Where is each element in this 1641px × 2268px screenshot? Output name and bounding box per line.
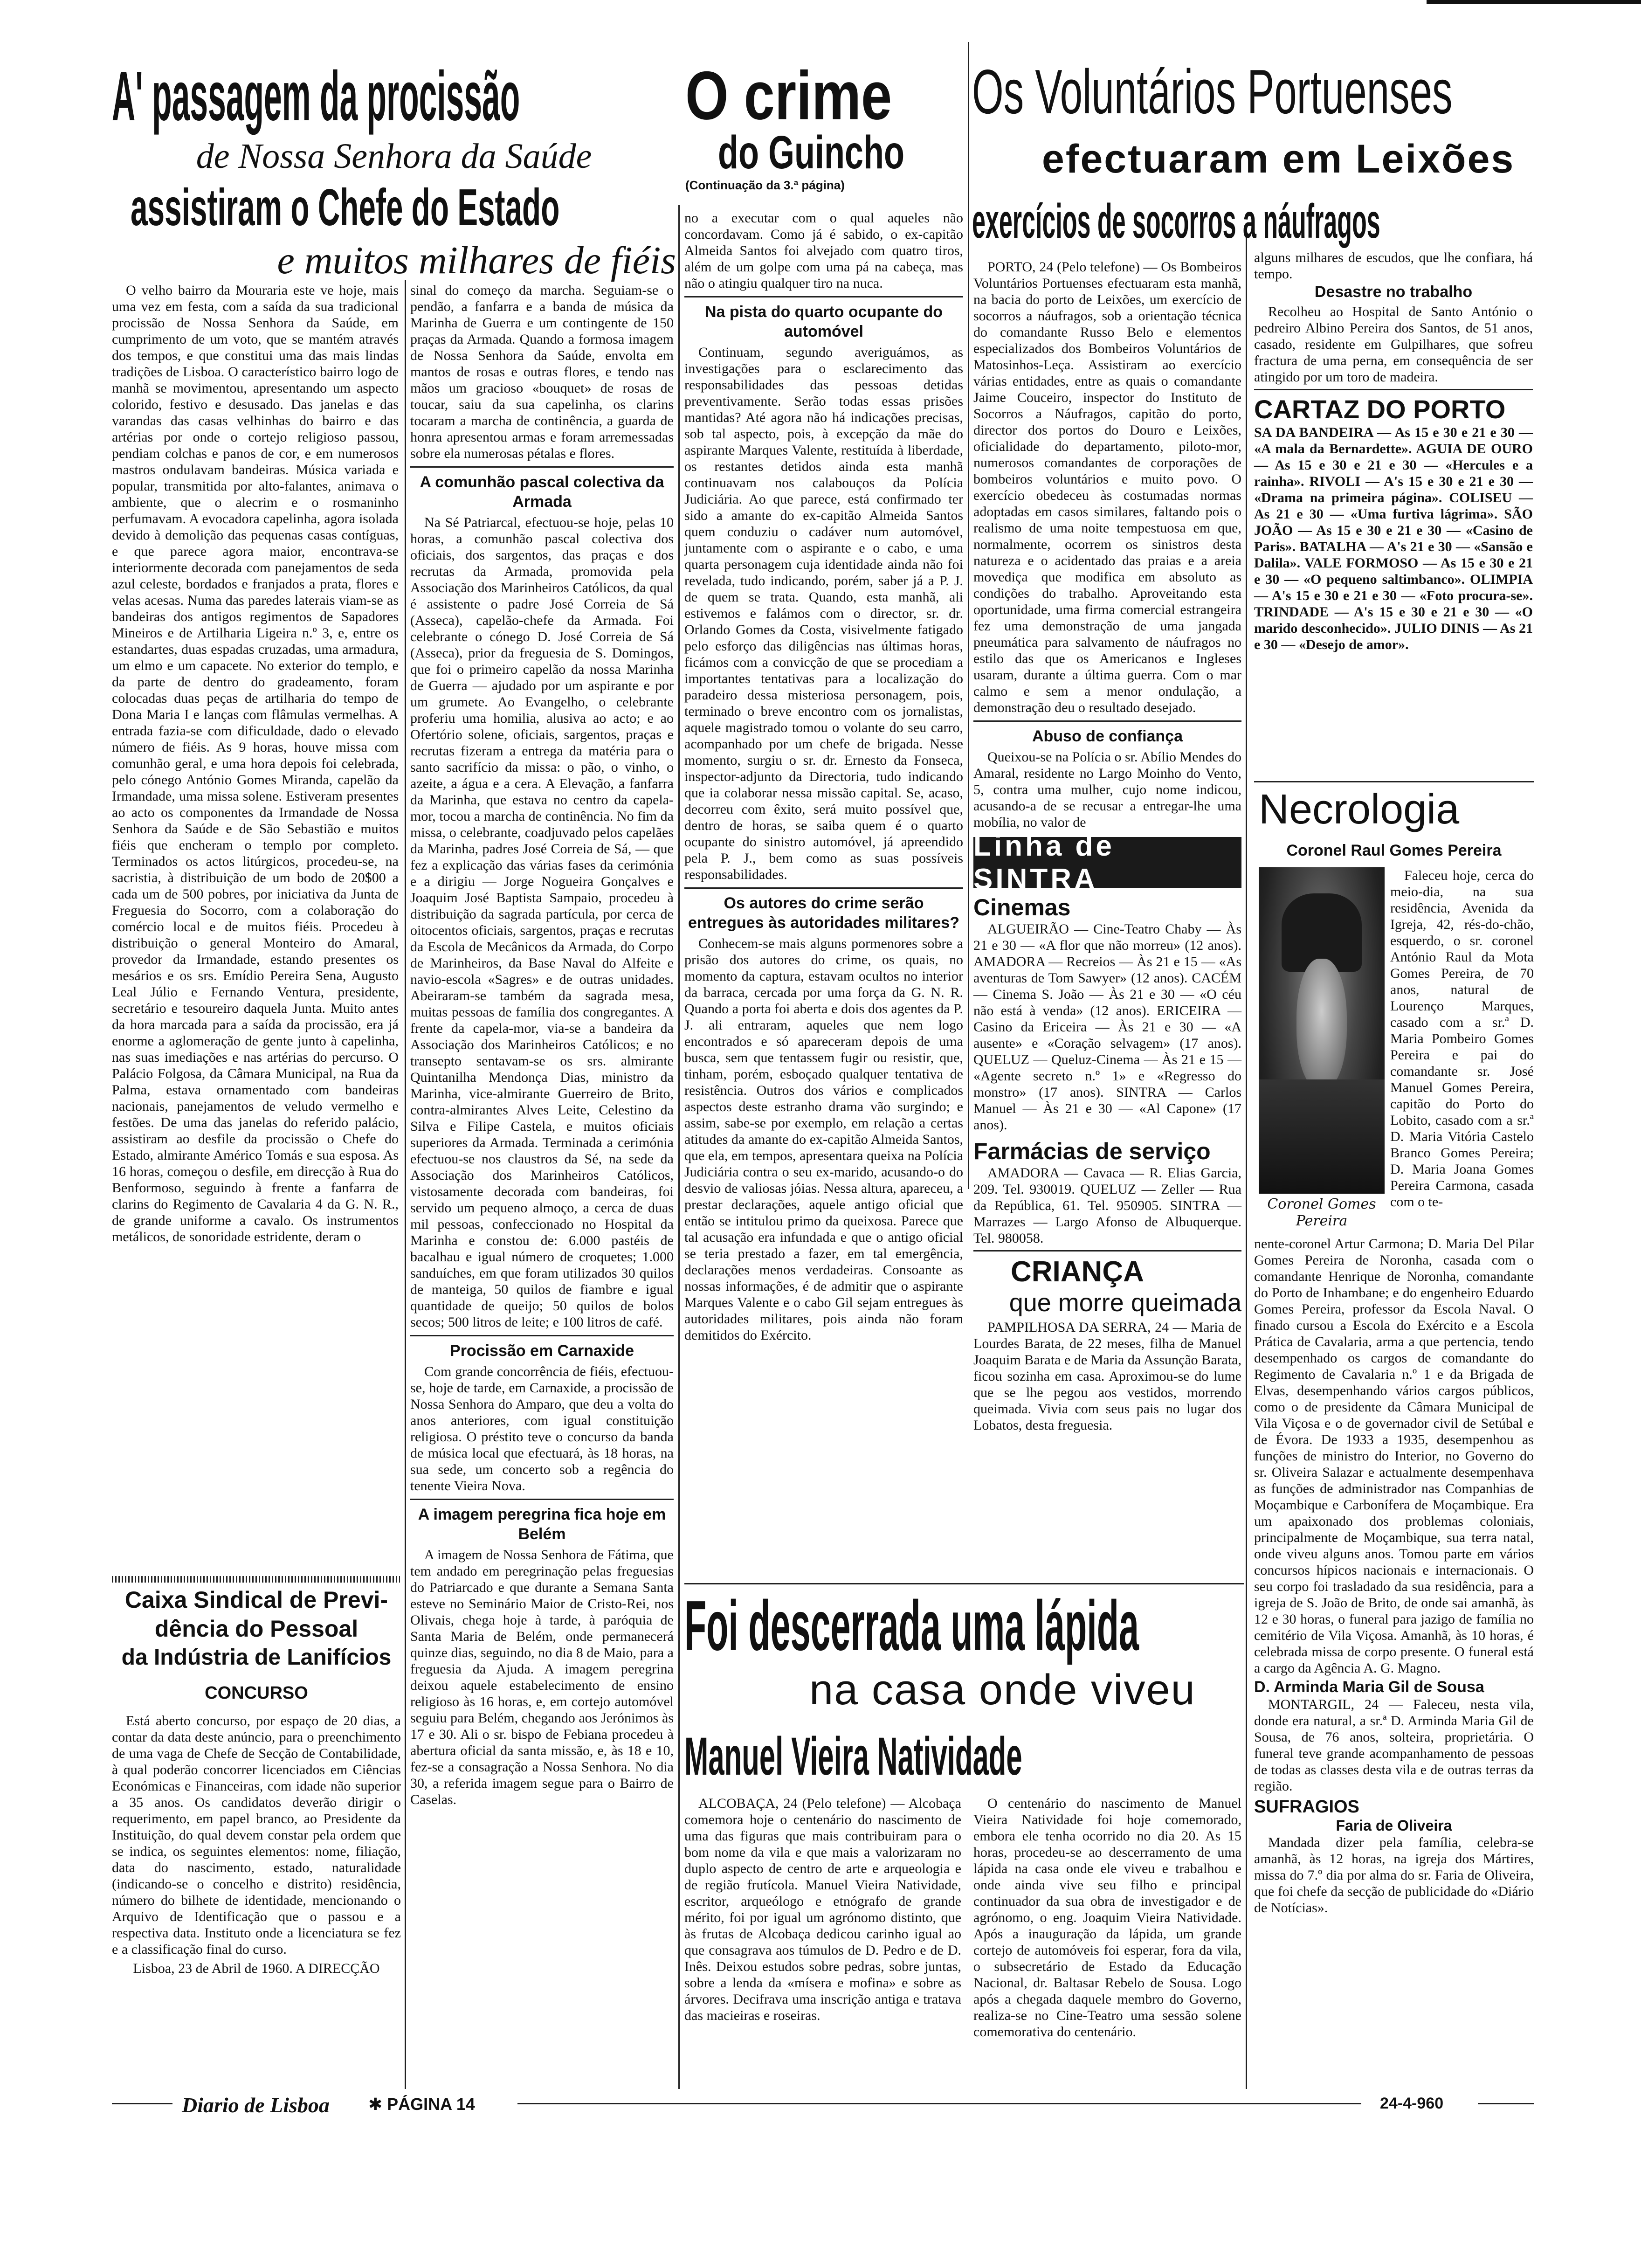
column-2 <box>410 282 674 2087</box>
listing-farmacias: AMADORA — Cavaca — R. Elias Garcia, 209. Tel. 930019. QUELUZ — Zeller — Rua da República, 61. Tel. 950905. SINTRA — Marrazes — Largo Afonso de Albuquerque. Tel. 980058. <box>973 1165 1241 1246</box>
article-abuso: Queixou-se na Polícia o sr. Abílio Mendes do Amaral, residente no Largo Moinho do Vento, 5, contra uma mulher, cujo nome indicou, acusando-a de se recusar a entregar-lhe uma mobília, no valor de <box>973 749 1241 830</box>
cinemas-title: Cinemas <box>973 894 1071 920</box>
article-imagem: A imagem de Nossa Senhora de Fátima, que tem andado em peregrinação pelas freguesias do Patriarcado e que durante a Semana Santa esteve no Seminário Maior de Cristo-Rei, nos Olivais, chega hoje à tarde, à paróquia de Santa Maria de Belém, onde permanecerá quinze dias, seguindo, no dia 8 de Maio, para a freguesia da Ajuda. A imagem peregrina deixou aquele estabelecimento de ensino religioso às 16 horas, e, em cortejo automóvel seguiu para Belém, chegando aos Jerónimos às 17 e 30. Ali o sr. bispo de Febiana procedeu à abertura oficial da santa missão, e, às 18 e 10, fez-se a consagração a Nossa Senhora. No dia 30, a referida imagem segue para o Bairro de Caselas. <box>410 1547 674 1807</box>
headline-lapida-line3: Manuel Vieira Natividade <box>684 1726 1022 1787</box>
article-lapida-col-a: ALCOBAÇA, 24 (Pelo telefone) — Alcobaça comemora hoje o centenário do nascimento de uma das figuras que mais contribuiram para o bom nome da vila e que mais a valorizaram no duplo aspecto de centro de arte e arqueologia e de região frutícola. Manuel Vieira Natividade, escritor, arqueólogo e etnógrafo de grande mérito, foi por igual um agrónomo distinto, que às frutas de Alcobaça dedicou carinho igual ao que consagrava aos túmulos de D. Pedro e de D. Inês. Deixou estudos sobre pedras, sobre juntas, sobre a lenda da «mísera e mofina» e sobre as árvores. Decifrava uma inscrição antiga e tratava das macieiras e roseiras. <box>684 1796 961 2023</box>
article-carnaxide: Com grande concorrência de fiéis, efectuou-se, hoje de tarde, em Carnaxide, a procissão de Nossa Senhora do Amparo, que deu a volta do anos anteriores, com igual constituição religiosa. O préstito teve o concurso da banda de música local que efectuará, às 18 horas, na sua sede, um concerto sob a regência do tenente Vieira Nova. <box>410 1364 674 1494</box>
section-divider <box>1254 389 1533 390</box>
necrologia-title: Necrologia <box>1259 786 1460 833</box>
sufragios-title: SUFRAGIOS <box>1254 1797 1359 1817</box>
comunhao-title: A comunhão pascal colectiva da Armada <box>420 473 664 511</box>
cartaz-title: CARTAZ DO PORTO <box>1254 394 1506 424</box>
section-divider <box>410 1499 674 1500</box>
caixa-title-line1: Caixa Sindical de Previ- <box>124 1587 388 1613</box>
column-5-lower <box>1254 1236 1534 2084</box>
ad-caixa-sindical <box>112 1585 401 2084</box>
headline-lapida <box>684 1585 1244 1791</box>
carnaxide-title: Procissão em Carnaxide <box>450 1342 634 1360</box>
footer-page-number: ✱ PÁGINA 14 <box>368 2095 475 2114</box>
headline-procissao-line3: assistiram o Chefe do Estado <box>131 179 560 236</box>
headline-voluntarios-line2: efectuaram em Leixões <box>1042 137 1515 181</box>
headline-crime-line1: O crime <box>685 57 892 134</box>
footer-rule-left <box>112 2103 172 2104</box>
section-divider <box>973 720 1241 722</box>
imagem-title: A imagem peregrina fica hoje em Belém <box>418 1506 666 1543</box>
article-crianca: PAMPILHOSA DA SERRA, 24 — Maria de Lourdes Barata, de 22 meses, filha de Manuel Joaquim Barata e de Maria da Assunção Barata, ficou sozinha em casa. Aproximou-se do lume que se lhe pegou aos vestidos, morrendo queimada. Vivia com seus pais no lugar dos Lobatos, desta freguesia. <box>973 1320 1241 1433</box>
caixa-title-line2: dência do Pessoal <box>154 1616 359 1642</box>
listing-cartaz: SA DA BANDEIRA — As 15 e 30 e 21 e 30 — «A mala da Bernardette». AGUIA DE OURO — As 15 e 30 e 21 e 30 — «Hercules e a rainha». RIVOLI — A's 15 e 30 e 21 e 30 — «Drama na primeira página». COLISEU — As 21 e 30 — «Uma furtiva lágrima». SÃO JOÃO — As 15 e 30 e 21 e 30 — «Casino de Paris». BATALHA — A's 21 e 30 — «Sansão e Dalila». VALE FORMOSO — As 15 e 30 e 21 e 30 — «O pequeno saltimbanco». OLIMPIA — A's 15 e 30 e 21 e 30 — «Foto procura-se». TRINDADE — A's 15 e 30 e 21 e 30 — «O marido desconhecido». JULIO DINIS — As 21 e 30 — «Desejo de amor». <box>1254 425 1533 652</box>
article-crime-lead: no a executar com o qual aqueles não concordavam. Como já é sabido, o ex-capitão Almeida Santos foi alvejado com quatro tiros, além de um golpe com uma pá na cabeça, mas não o atingiu qualquer tiro na nuca. <box>684 210 963 291</box>
crianca-title-line2: que morre queimada <box>1009 1289 1241 1317</box>
arminda-title: D. Arminda Maria Gil de Sousa <box>1254 1678 1484 1696</box>
column-4 <box>973 259 1241 1433</box>
column-rule <box>405 280 406 2089</box>
headline-voluntarios-line3: exercícios de socorros a náufragos <box>972 194 1380 249</box>
coat-shape <box>1259 1079 1385 1194</box>
column-rule <box>678 205 680 2089</box>
concurso-title: CONCURSO <box>205 1683 308 1703</box>
article-procissao-col2: sinal do começo da marcha. Seguiam-se o pendão, a fanfarra e a banda de música da Marinha de Guerra e um contingente de 150 praças da Armada. Quando a formosa imagem de Nossa Senhora da Saúde, envolta em mantos de rosas e outras flores, e tendo nas mãos um gracioso «bouquet» de rosas de toucar, saiu da sua capelinha, os clarins tocaram a marcha de continência, a guarda de honra apresentou armas e foram arremessadas sobre ela numerosas pétalas e flores. <box>410 283 674 461</box>
headline-lapida-line1: Foi descerrada uma lápida <box>684 1586 1139 1666</box>
pista-title: Na pista do quarto ocupante do automóvel <box>704 303 943 340</box>
headline-crime-line2: do Guincho <box>718 126 904 179</box>
caixa-body: Está aberto concurso, por espaço de 20 dias, a contar da data deste anúncio, para o preenchimento de uma vaga de Chefe de Secção de Contabilidade, à qual poderão concorrer licenciados em Ciências Económicas e Financeiras, com idade não superior a 35 anos. Os candidatos deverão dirigir o requerimento, em papel branco, ao Presidente da Instituição, do qual devem constar pela ordem que se indica, os seguintes elementos: nome, filiação, data do nascimento, estado, naturalidade (indicando-se o concelho e distrito) residência, número do bilhete de identidade, mencionando o Arquivo de Identificação que o passou e a respectiva data. Instituto onde a licenciatura se fez e a classificação final do curso. <box>112 1713 401 1957</box>
caixa-signature: Lisboa, 23 de Abril de 1960. A DIRECÇÃO <box>133 1961 380 1976</box>
listing-cinemas: ALGUEIRÃO — Cine-Teatro Chaby — Às 21 e 30 — «A flor que não morreu» (12 anos). AMADORA — Recreios — Às 21 e 15 — «As aventuras de Tom Sawyer» (12 anos). CACÉM — Cinema S. João — Às 21 e 30 — «O céu não está à venda» (12 anos). ERICEIRA — Casino da Ericeira — Às 21 e 30 — «A ausente» e «Coração selvagem» (17 anos). QUELUZ — Queluz-Cinema — Às 21 e 15 — «Agente secreto n.º 1» e «Regresso do monstro» (17 anos). SINTRA — Carlos Manuel — Às 21 e 30 — «Al Capone» (17 anos). <box>973 921 1241 1133</box>
section-divider <box>684 887 963 889</box>
section-divider <box>410 1335 674 1336</box>
headline-procissao <box>112 56 676 280</box>
section-divider <box>410 466 674 468</box>
column-3 <box>684 210 963 1585</box>
headline-voluntarios-line1: Os Voluntários Portuenses <box>972 57 1453 127</box>
article-desastre: Recolheu ao Hospital de Santo António o pedreiro Albino Pereira dos Santos, de 51 anos, casado, residente em Gulpilhares, que sofreu fractura de uma perna, em consequência de ser atingido por um toro de madeira. <box>1254 304 1533 385</box>
abuso-title: Abuso de confiança <box>1032 727 1183 745</box>
top-rule <box>1427 0 1641 4</box>
article-lapida-col-b: O centenário do nascimento de Manuel Vieira Natividade foi hoje comemorado, embora ele tenha ocorrido no dia 20. As 15 horas, procedeu-se ao descerramento de uma lápida na casa onde ele viveu e trabalhou e onde ainda vive seu filho e principal continuador da sua obra de investigador e de agrónomo, o eng. Joaquim Vieira Natividade. Após a inauguração da lápida, um grande cortejo de automóveis foi esperar, fora da vila, o subsecretário de Estado da Educação Nacional, dr. Baltasar Rebelo de Sousa. Logo após a chegada daquele membro do Governo, realiza-se no Cine-Teatro uma sessão solene comemorativa do centenário. <box>973 1796 1241 2040</box>
article-faria: Mandada dizer pela família, celebra-se amanhã, às 12 horas, na igreja dos Mártires, missa do 7.º dia por alma do sr. Faria de Oliveira, que foi chefe da secção de publicidade do «Diário de Notícias». <box>1254 1835 1534 1915</box>
column-5 <box>1254 249 1641 776</box>
footer-date: 24-4-960 <box>1380 2095 1444 2112</box>
article-coronel-b: nente-coronel Artur Carmona; D. Maria Del Pilar Gomes Pereira de Noronha, casada com o comandante Henrique de Noronha, comandante do Porto de Inhambane; e do engenheiro Eduardo Gomes Pereira, professor da Escola Naval. O finado cursou a Escola do Exército e a Escola Prática de Cavalaria, arma a que pertencia, tendo desempenhado os cargos de comandante do Regimento de Cavalaria n.º 1 e da Brigada de Elvas, desempenhando vários cargos públicos, como o de presidente da Câmara Municipal de Vila Viçosa e o de governador civil de Setúbal e de Évora. De 1933 a 1935, desempenhou as funções de ministro do Interior, no Governo do sr. Oliveira Salazar e actualmente desempenhava as funções de administrador nas Companhias de Moçambique e Carbonífera de Moçambique. Era um apaixonado dos problemas coloniais, principalmente de Moçambique, sua terra natal, onde viveu alguns anos. Tomou parte em vários concursos hípicos nacionais e internacionais. O seu corpo foi trasladado da sua residência, para a igreja de S. João de Brito, de onde sai amanhã, às 12 e 30 horas, o funeral para jazigo de família no cemitério de Vila Viçosa. Amanhã, às 10 horas, é celebrada missa de corpo presente. O funeral está a cargo da Agência A. G. Magno. <box>1254 1236 1534 1676</box>
section-divider <box>112 1576 400 1583</box>
coronel-title: Coronel Raul Gomes Pereira <box>1286 842 1502 859</box>
headline-crime-continuation: (Continuação da 3.ª página) <box>685 178 845 192</box>
headline-voluntarios <box>972 56 1634 256</box>
article-coronel-a: Faleceu hoje, cerca do meio-dia, na sua residência, Avenida da Igreja, 42, rés-do-chão, esquerdo, o sr. coronel António Raul da Mota Gomes Pereira, de 70 anos, natural de Lourenço Marques, casado com a sr.ª D. Maria Pombeiro Gomes Pereira e pai do comandante sr. José Manuel Gomes Pereira, capitão do Porto do Lobito, casado com a sr.ª D. Maria Vitória Castelo Branco Gomes Pereira; D. Maria Joana Gomes Pereira Carmona, casada com o te- <box>1390 868 1534 1210</box>
column-rule <box>968 42 969 1189</box>
headline-crime <box>685 56 965 196</box>
article-arminda: MONTARGIL, 24 — Faleceu, nesta vila, donde era natural, a sr.ª D. Arminda Maria Gil de Sousa, de 76 anos, solteira, proprietária. O funeral teve grande acompanhamento de pessoas de todas as classes desta vila e de outras terras da região. <box>1254 1697 1534 1794</box>
autores-title: Os autores do crime serão entregues às autoridades militares? <box>688 894 959 932</box>
headline-procissao-line2: de Nossa Senhora da Saúde <box>196 137 592 176</box>
caixa-title-line3: da Indústria de Lanifícios <box>121 1645 392 1670</box>
coronel-photo <box>1259 867 1385 1194</box>
footer-rule-end <box>1478 2103 1534 2104</box>
article-col5-lead: alguns milhares de escudos, que lhe confiara, há tempo. <box>1254 250 1533 282</box>
article-voluntarios: PORTO, 24 (Pelo telefone) — Os Bombeiros Voluntários Portuenses efectuaram esta manhã, na bacia do porto de Leixões, um exercício de socorros a náufragos, sob a orientação técnica do comandante Russo Belo e elementos especializados dos Bombeiros Voluntários de Matosinhos-Leça. Assistiram ao exercício várias entidades, entre as quais o comandante Jaime Couceiro, inspector do Instituto de Socorros a Náufragos, capitão do porto, director dos portos do Douro e Leixões, oficialidade do departamento, piloto-mor, numerosos comandantes de corporações de bombeiros voluntários e muito povo. O exercício obedeceu às costumadas normas adoptadas em casos similares, faltando pois o realismo de uma noite tempestuosa em que, normalmente, ocorrem os sinistros desta natureza e o acidentado das praias e a areia movediça que modifica em absoluto as condições do trabalho. Aproveitando esta oportunidade, uma firma comercial estrangeira fez uma demonstração de uma jangada pneumática para salvamento de náufragos no estilo das que os Americanos e Ingleses usaram, durante a última guerra. Com o mar calmo e sem a menor ondulação, a demonstração deu o resultado desejado. <box>973 259 1241 715</box>
section-divider <box>1254 781 1534 782</box>
face-shape <box>1296 959 1347 1089</box>
headline-lapida-line2: na casa onde viveu <box>809 1666 1196 1714</box>
footer-masthead: Diario de Lisboa <box>182 2093 330 2117</box>
section-divider <box>684 1583 1244 1584</box>
headline-procissao-line1: A' passagem da procissão <box>112 57 520 135</box>
section-divider <box>973 1250 1241 1252</box>
article-pista: Continuam, segundo averiguámos, as investigações para o esclarecimento das responsabilidades das pessoas detidas preventivamente. Serão todas essas prisões mantidas? Até agora não há indicações precisas, sob tal aspecto, pois, à excepção da mãe do aspirante Marques Valente, restituída à liberdade, os restantes detidos ainda esta manhã continuavam nos calabouços da Polícia Judiciária. Ao que parece, está confirmado ter sido a amante do ex-capitão Almeida Santos quem conduziu o cadáver num automóvel, juntamente com o aspirante e o cabo, e uma quarta personagem cuja identidade ainda não foi revelada, tudo indicando, porém, saber já a P. J. de quem se trata. Quando, esta manhã, ali estivemos e falámos com o director, sr. dr. Orlando Gomes da Costa, visivelmente fatigado pelo esforço das diligências nas últimas horas, ficámos com a convicção de que se procediam a importantes tentativas para a localização do paradeiro dessa misteriosa personagem, pois, terminado o breve encontro com os jornalistas, aquele magistrado tomou o volante do seu carro, acompanhado por um chefe de brigada. Nesse momento, surgiu o sr. dr. Ernesto da Fonseca, inspector-adjunto da Directoria, tudo indicando que ia colaborar nessa missão capital. Se, acaso, decorreu com êxito, será muito possível que, dentro de horas, se saiba quem é o quarto ocupante do sinistro automóvel, já apreendido pela P. J., bem como as suas possíveis responsabilidades. <box>684 345 963 882</box>
article-autores: Conhecem-se mais alguns pormenores sobre a prisão dos autores do crime, os quais, no momento da captura, estavam ocultos no interior da barraca, cercada por uma força da G. N. R. Quando a porta foi aberta e dois dos agentes da P. J. ali entraram, aqueles que nem logo encontrados e só apareceram depois de uma busca, sem que tentassem fugir ou resistir, que, tinham, porém, esboçado qualquer tentativa de resistência. Outros dos vários e complicados aspectos deste estranho drama vão surgindo; e assim, sabe-se por exemplo, em relação a certas atitudes da amante do ex-capitão Almeida Santos, que ela, em tempos, apresentara queixa na Polícia Judiciária contra o seu ex-marido, acusando-o do desvio de valiosas jóias. Nessa altura, apareceu, a prestar declarações, aquele antigo oficial que então se intitulou primo da queixosa. Parece que tal acusação era infundada e que o antigo oficial se teria prestado a fazer, em tal emergência, declarações menos verdadeiras. Consoante as nossas informações, é de admitir que o aspirante Marques Valente e o cabo Gil sejam entregues às autoridades militares, pois ainda não foram demitidos do Exército. <box>684 936 963 1343</box>
article-procissao-col1: O velho bairro da Mouraria este ve hoje, mais uma vez em festa, com a saída da sua tradicional procissão de Nossa Senhora da Saúde, em cumprimento de um voto, que se mantém através dos tempos, e que constitui uma das mais lindas tradições de Lisboa. O característico bairro logo de manhã se movimentou, apresentando um aspecto colorido, festivo e desusado. Das janelas e das varandas das casas velhinhas do bairro e das artérias por onde o cortejo religioso passou, pendiam colchas e panos de cor, e em numerosos mastros ondulavam bandeiras. Música variada e popular, transmitida por alto-falantes, animava o ambiente, que o alecrim e o rosmaninho perfumavam. A evocadora capelinha, agora isolada devido à demolição das pequenas casas contíguas, e que parece agora maior, encontrava-se interiormente decorada com panejamentos de seda azul celeste, bordados e franjados a prata, flores e velas acesas. Numa das paredes laterais viam-se as bandeiras dos antigos regimentos de Sapadores Mineiros e de Artilharia Ligeira n.º 3, e, entre os estandartes, duas espadas cruzadas, uma armadura, um elmo e um capacete. No exterior do templo, e da parte de dentro do gradeamento, foram colocadas duas peças de artilharia do tempo de Dona Maria I e lanças com flâmulas vermelhas. A entrada fazia-se com dificuldade, dado o elevado número de fiéis. As 9 horas, houve missa com comunhão geral, e uma hora depois foi celebrada, pelo cónego António Gomes Miranda, capelão da Irmandade, uma missa solene. Estiveram presentes ao acto os componentes da Irmandade de Nossa Senhora da Saúde e de São Sebastião e muitos fiéis que encheram o templo por completo. Terminados os actos litúrgicos, procedeu-se, na sacristia, à distribuição de um bodo de 20$00 a cada um de 500 pobres, por iniciativa da Junta de Freguesia do Socorro, com a colaboração do comércio local e de muitos fiéis. Procedeu à distribuição o general Monteiro do Amaral, provedor da Irmandade, estando presentes os mesários e os srs. Emídio Pereira Sena, Augusto Leal Júlio e Fernando Ventura, presidente, secretário e tesoureiro daquela Junta. Muito antes da hora marcada para a saída da procissão, era já enorme a aglomeração de gente junto à capelinha, nas suas imediações e nas artérias do percurso. O Palácio Folgosa, da Câmara Municipal, na Rua da Palma, estava ornamentado com bandeiras nacionais, panejamentos de veludo vermelho e festões. De uma das janelas do referido palácio, assistiram ao desfile da procissão o Chefe do Estado, almirante Américo Tomás e sua esposa. As 16 horas, começou o desfile, em direcção à Rua do Benformoso, seguindo à frente a fanfarra de clarins do Regimento de Cavalaria 4 da G. N. R., de grande uniforme a cavalo. Os instrumentos metálicos, de sonoridade estridente, deram o <box>112 283 399 1245</box>
farmacias-title: Farmácias de serviço <box>973 1138 1211 1164</box>
column-rule <box>1246 233 1247 2089</box>
desastre-title: Desastre no trabalho <box>1314 283 1473 301</box>
photo-caption: Coronel Gomes Pereira <box>1267 1196 1376 1229</box>
section-divider <box>684 296 963 297</box>
headline-procissao-line4: e muitos milhares de fiéis <box>277 239 676 282</box>
faria-title: Faria de Oliveira <box>1336 1817 1452 1834</box>
linha-de-sintra-banner: Linha de SINTRA <box>973 837 1241 888</box>
footer-rule-right <box>517 2103 1361 2104</box>
article-comunhao: Na Sé Patriarcal, efectuou-se hoje, pelas 10 horas, a comunhão pascal colectiva dos oficiais, dos sargentos, das praças e dos recrutas da Armada, promovida pela Associação dos Marinheiros Católicos, da qual é assistente o padre José Correia de Sá (Asseca), capelão-chefe da Armada. Foi celebrante o cónego D. José Correia de Sá (Asseca), prior da freguesia de S. Domingos, que foi o primeiro capelão da nossa Marinha de Guerra — ajudado por um aspirante e por um grumete. Ao Evangelho, o celebrante proferiu uma homilia, alusiva ao acto; e ao Ofertório solene, oficiais, sargentos, praças e recrutas fizeram a entrega da matéria para o santo sacrifício da missa: o pão, o vinho, o azeite, a água e a cera. A Elevação, a fanfarra da Marinha, que estava no centro da capela-mor, tocou a marcha de continência. No fim da missa, o celebrante, coadjuvado pelos capelães da Marinha, padres José Correia de Sá, — que fez a explicação das várias fases da cerimónia e a dirigiu — Jorge Nogueira Gonçalves e Joaquim José Baptista Sampaio, procedeu à distribuição da sagrada partícula, por cerca de oitocentos oficiais, sargentos, praças e recrutas da Escola de Mecânicos da Armada, do Corpo de Marinheiros, da Base Naval do Alfeite e navio-escola «Sagres» e de outras unidades. Abeiraram-se também da sagrada mesa, muitas pessoas de família dos congregantes. A frente da capela-mor, via-se a bandeira da Associação dos Marinheiros Católicos; e no transepto sentavam-se os srs. almirante Quintanilha Mendonça Dias, ministro da Marinha, vice-almirante Guerreiro de Brito, contra-almirantes Alves Leite, Celestino da Silva e Filipe Castela, e muitos oficiais superiores da Armada. Terminada a cerimónia efectuou-se nos claustros da Sé, na sede da Associação dos Marinheiros Católicos, vistosamente decorada com bandeiras, foi servido um pequeno almoço, a cerca de duas mil pessoas, confeccionado no Hospital da Marinha e constou de: 6.000 pastéis de bacalhau e igual número de croquetes; 1.000 sanduíches, em que foram utilizados 30 quilos de manteiga, 50 quilos de fiambre e igual quantidade de queijo; 50 quilos de bolos secos; 500 litros de leite; e 100 litros de café. <box>410 515 674 1330</box>
crianca-title-line1: CRIANÇA <box>1011 1256 1144 1288</box>
